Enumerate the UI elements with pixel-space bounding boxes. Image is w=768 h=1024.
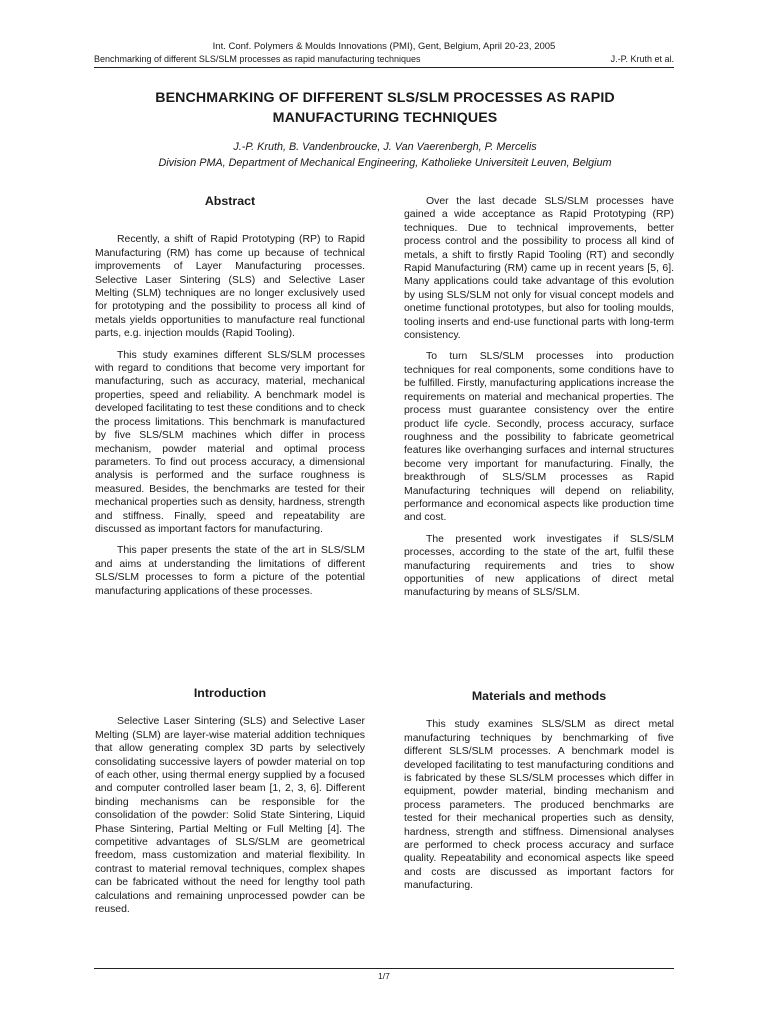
materials-methods-section: [404, 690, 674, 901]
conference-header: Int. Conf. Polymers & Moulds Innovations (PMI), Gent, Belgium, April 20-23, 2005: [212, 41, 556, 52]
page-number: 1/7: [378, 971, 390, 981]
abstract-paragraph-3: This paper presents the state of the art in SLS/SLM and aims at understanding the limitations of different SLS/SLM processes to form a picture of the potential manufacturing applications of these processes.: [95, 545, 365, 597]
right-paragraph-1: Over the last decade SLS/SLM processes have gained a wide acceptance as Rapid Prototyping (RP) techniques. Due to technical improvements, better process control and the possibility to process all kind of metals, a shift to firstly Rapid Tooling (RT) and secondly Rapid Manufacturing (RM) came up in recent years [5, 6]. Many applications could take advantage of this evolution by using SLS/SLM not only for visual concept models and onetime functional prototypes, but also for tooling moulds, tooling inserts and end-use functional parts with long-term consistency.: [404, 196, 674, 342]
paper-title-line-2: MANUFACTURING TECHNIQUES: [272, 110, 498, 126]
paper-title: [110, 88, 660, 128]
authors: J.-P. Kruth, B. Vandenbroucke, J. Van Vaerenbergh, P. Mercelis: [233, 141, 537, 153]
materials-methods-paragraph-1: This study examines SLS/SLM as direct metal manufacturing techniques by benchmarking of five different SLS/SLM processes. A benchmark model is developed facilitating to test manufacturing conditions and is fabricated by these SLS/SLM processes which differ in equipment, powder material, binding mechanism and process parameters. The produced benchmarks are tested for their mechanical properties such as density, hardness, strength and stiffness. Dimensional analyses are performed to check process accuracy and surface quality. Repeatability and economical aspects like speed and costs are discussed as important factors for manufacturing.: [404, 719, 674, 892]
abstract-paragraph-1: Recently, a shift of Rapid Prototyping (RP) to Rapid Manufacturing (RM) has come up because of technical improvements of Layer Manufacturing processes. Selective Laser Sintering (SLS) and Selective Laser Melting (SLM) techniques are no longer exclusively used for prototyping and the possibility to process all kind of metals yields opportunities to manufacture real functional parts, e.g. injection moulds (Rapid Tooling).: [95, 234, 365, 340]
abstract-heading: Abstract: [204, 194, 256, 208]
paper-title-line-1: BENCHMARKING OF DIFFERENT SLS/SLM PROCESSES AS RAPID: [155, 90, 615, 106]
footer-rule: [94, 968, 674, 969]
affiliation: Division PMA, Department of Mechanical Engineering, Katholieke Universiteit Leuven, Belgium: [158, 157, 612, 169]
right-paragraph-2: To turn SLS/SLM processes into production techniques for real components, some conditions have to be fulfilled. Firstly, manufacturing applications increase the requirements on material and mechanical properties. The process must guarantee consistency over the entire product life cycle. Secondly, process accuracy, surface roughness and the possibility to fabricate geometrical features like overhanging surfaces and internal structures become very important for manufacturing. Finally, the breakthrough of SLS/SLM processes as Rapid Manufacturing techniques will depend on reliability, performance and economical aspects like production time and cost.: [404, 351, 674, 524]
right-paragraph-3: The presented work investigates if SLS/SLM processes, according to the state of the art, fulfil these manufacturing requirements and tries to show opportunities of new applications of direct metal manufacturing by means of SLS/SLM.: [404, 533, 674, 599]
introduction-heading: Introduction: [193, 686, 267, 700]
right-column-intro: [404, 195, 674, 608]
introduction-paragraph-1: Selective Laser Sintering (SLS) and Selective Laser Melting (SLM) are layer-wise material addition techniques that allow generating complex 3D parts by selectively consolidating successive layers of powder material on top of each other, using thermal energy supplied by a focused and computer controlled laser beam [1, 2, 3, 6]. Different binding mechanisms can be responsible for the consolidation of the powder: Solid State Sintering, Liquid Phase Sintering, Partial Melting or Full Melting [4]. The competitive advantages of SLS/SLM are geometrical freedom, mass customization and material flexibility. In contrast to material removal techniques, complex shapes can be fabricated without the need for lengthy tool path calculations and remaining unprocessed powder can be reused.: [95, 716, 365, 916]
running-title: Benchmarking of different SLS/SLM processes as rapid manufacturing techniques: [94, 54, 421, 64]
author-block: [90, 139, 680, 171]
running-author: J.-P. Kruth et al.: [610, 54, 674, 64]
abstract-section: [95, 195, 365, 606]
abstract-paragraph-2: This study examines different SLS/SLM processes with regard to conditions that become very important for manufacturing, such as accuracy, material, mechanical properties, speed and reliability. A benchmark model is developed facilitating to test these conditions and to check the process limitations. This benchmark is manufactured by five SLS/SLM machines which differ in process mechanism, powder material and optimal process parameters. To find out process accuracy, a dimensional analysis is performed and the surface roughness is measured. Besides, the benchmarks are tested for their mechanical properties such as density, hardness, strength and stiffness. Finally, speed and repeatability are discussed as important factors for manufacturing.: [95, 349, 365, 535]
running-header: [94, 54, 674, 68]
introduction-section: [95, 687, 365, 925]
materials-methods-heading: Materials and methods: [471, 689, 607, 703]
